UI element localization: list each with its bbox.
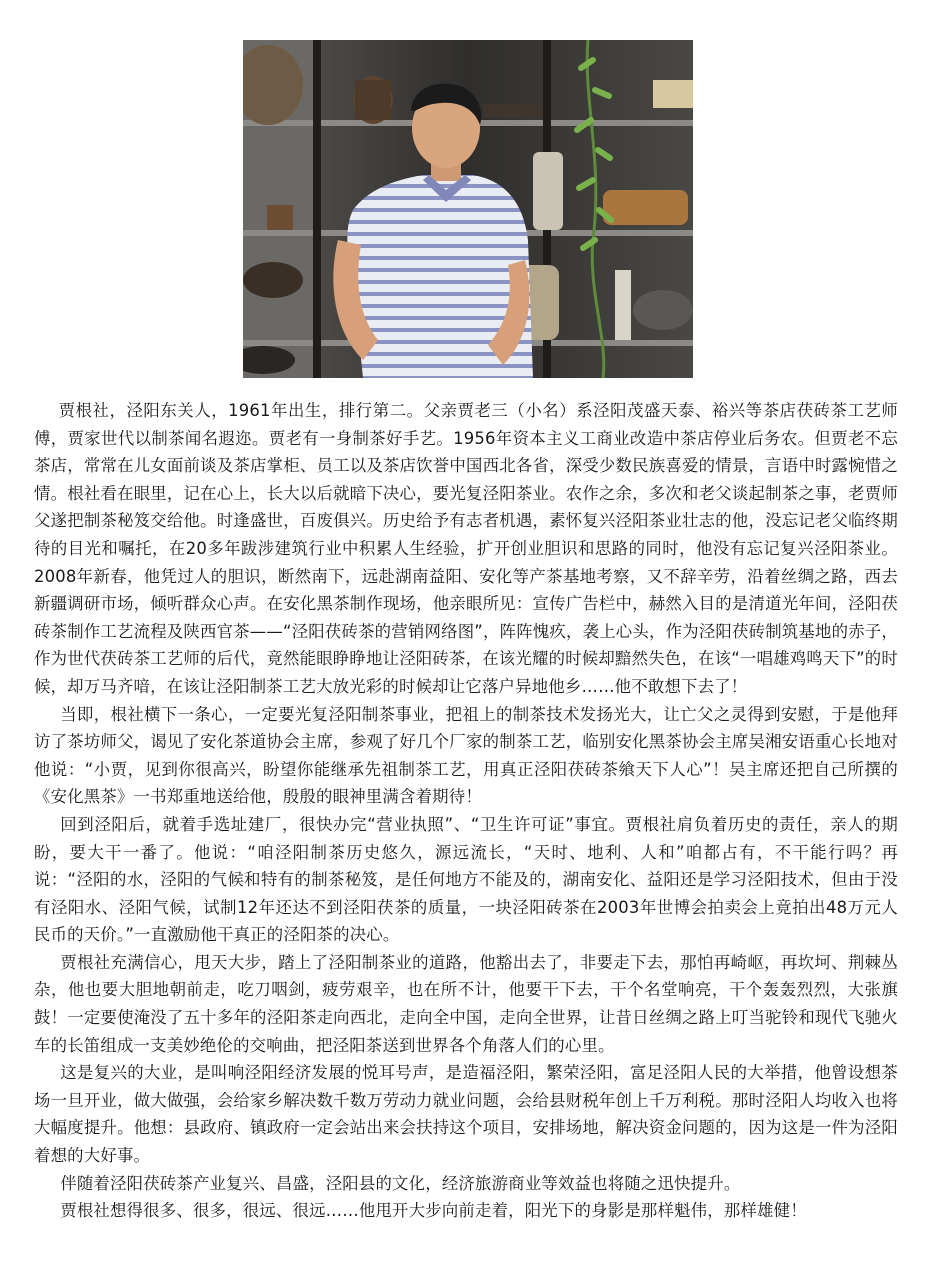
paragraph: 贾根社，泾阳东关人，1961年出生，排行第二。父亲贾老三（小名）系泾阳茂盛天泰、裕兴等茶店茯砖茶工艺师傅，贾家世代以制茶闻名遐迩。贾老有一身制茶好手艺。1956年资本主义工商业改造中茶店停业后务农。但贾老不忘茶店，常常在儿女面前谈及茶店掌柜、员工以及茶店饮誉中国西北各省，深受少数民族喜爱的情景，言语中时露惋惜之情。根社看在眼里，记在心上，长大以后就暗下决心，要光复泾阳茶业。农作之余，多次和老父谈起制茶之事，老贾师父遂把制茶秘笈交给他。时逢盛世，百废俱兴。历史给予有志者机遇，素怀复兴泾阳茶业壮志的他，没忘记老父临终期待的目光和嘱托，在20多年跋涉建筑行业中积累人生经验，扩开创业胆识和思路的同时，他没有忘记复兴泾阳茶业。2008年新春，他凭过人的胆识，断然南下，远赴湖南益阳、安化等产茶基地考察，又不辞辛劳，沿着丝绸之路，西去新疆调研市场，倾听群众心声。在安化黑茶制作现场，他亲眼所见：宣传广告栏中，赫然入目的是清道光年间，泾阳茯砖茶制作工艺流程及陕西官茶——“泾阳茯砖茶的营销网络图”，阵阵愧疚，袭上心头，作为泾阳茯砖制筑基地的赤子，作为世代茯砖茶工艺师的后代，竟然能眼睁睁地让泾阳砖茶，在该光耀的时候却黯然失色，在该“一唱雄鸡鸣天下”的时候，却万马齐喑，在该让泾阳制茶工艺大放光彩的时候却让它落户异地他乡……他不敢想下去了！ [34,401,898,696]
paragraph: 这是复兴的大业，是叫响泾阳经济发展的悦耳号声，是造福泾阳，繁荣泾阳，富足泾阳人民的大举措，他曾设想茶场一旦开业，做大做强，会给家乡解决数千数万劳动力就业问题，会给县财税年创上千万利税。那时泾阳人均收入也将大幅度提升。他想：县政府、镇政府一定会站出来会扶持这个项目，安排场地，解决资金问题的，因为这是一件为泾阳着想的大好事。 [34,1063,898,1166]
paragraph: 贾根社想得很多、很多，很远、很远……他甩开大步向前走着，阳光下的身影是那样魁伟，那样雄健！ [60,1201,807,1221]
article-photo [243,40,693,378]
paragraph: 贾根社充满信心，甩天大步，踏上了泾阳制茶业的道路，他豁出去了，非要走下去，那怕再崎岖，再坎坷、荆棘丛杂，他也要大胆地朝前走，吃刀咽剑，疲劳艰辛，也在所不计，他要干下去，干个名堂响亮，干个轰轰烈烈，大张旗鼓！一定要使淹没了五十多年的泾阳茶走向西北，走向全中国，走向全世界，让昔日丝绸之路上叮当驼铃和现代飞驰火车的长笛组成一支美妙绝伦的交响曲，把泾阳茶送到世界各个角落人们的心里。 [34,952,898,1055]
paragraph: 回到泾阳后，就着手选址建厂，很快办完“营业执照”、“卫生许可证”事宜。贾根社肩负着历史的责任，亲人的期盼，要大干一番了。他说：“咱泾阳制茶历史悠久，源远流长，“天时、地利、人和”咱都占有，不干能行吗？再说：“泾阳的水，泾阳的气候和特有的制茶秘笈，是任何地方不能及的，湖南安化、益阳还是学习泾阳技术，但由于没有泾阳水、泾阳气候，试制12年还达不到泾阳茯茶的质量，一块泾阳砖茶在2003年世博会拍卖会上竟拍出48万元人民币的天价。”一直激励他干真正的泾阳茶的决心。 [34,814,898,945]
paragraph: 当即，根社横下一条心，一定要光复泾阳制茶事业，把祖上的制茶技术发扬光大，让亡父之灵得到安慰，于是他拜访了茶坊师父，谒见了安化茶道协会主席，参观了好几个厂家的制茶工艺，临别安化黑茶协会主席吴湘安语重心长地对他说：“小贾，见到你很高兴，盼望你能继承先祖制茶工艺，用真正泾阳茯砖茶飨天下人心”！吴主席还把自己所撰的《安化黑茶》一书郑重地送给他，殷殷的眼神里满含着期待！ [34,704,898,807]
article-body [34,397,898,1225]
paragraph: 伴随着泾阳茯砖茶产业复兴、昌盛，泾阳县的文化，经济旅游商业等效益也将随之迅快提升。 [60,1173,741,1193]
